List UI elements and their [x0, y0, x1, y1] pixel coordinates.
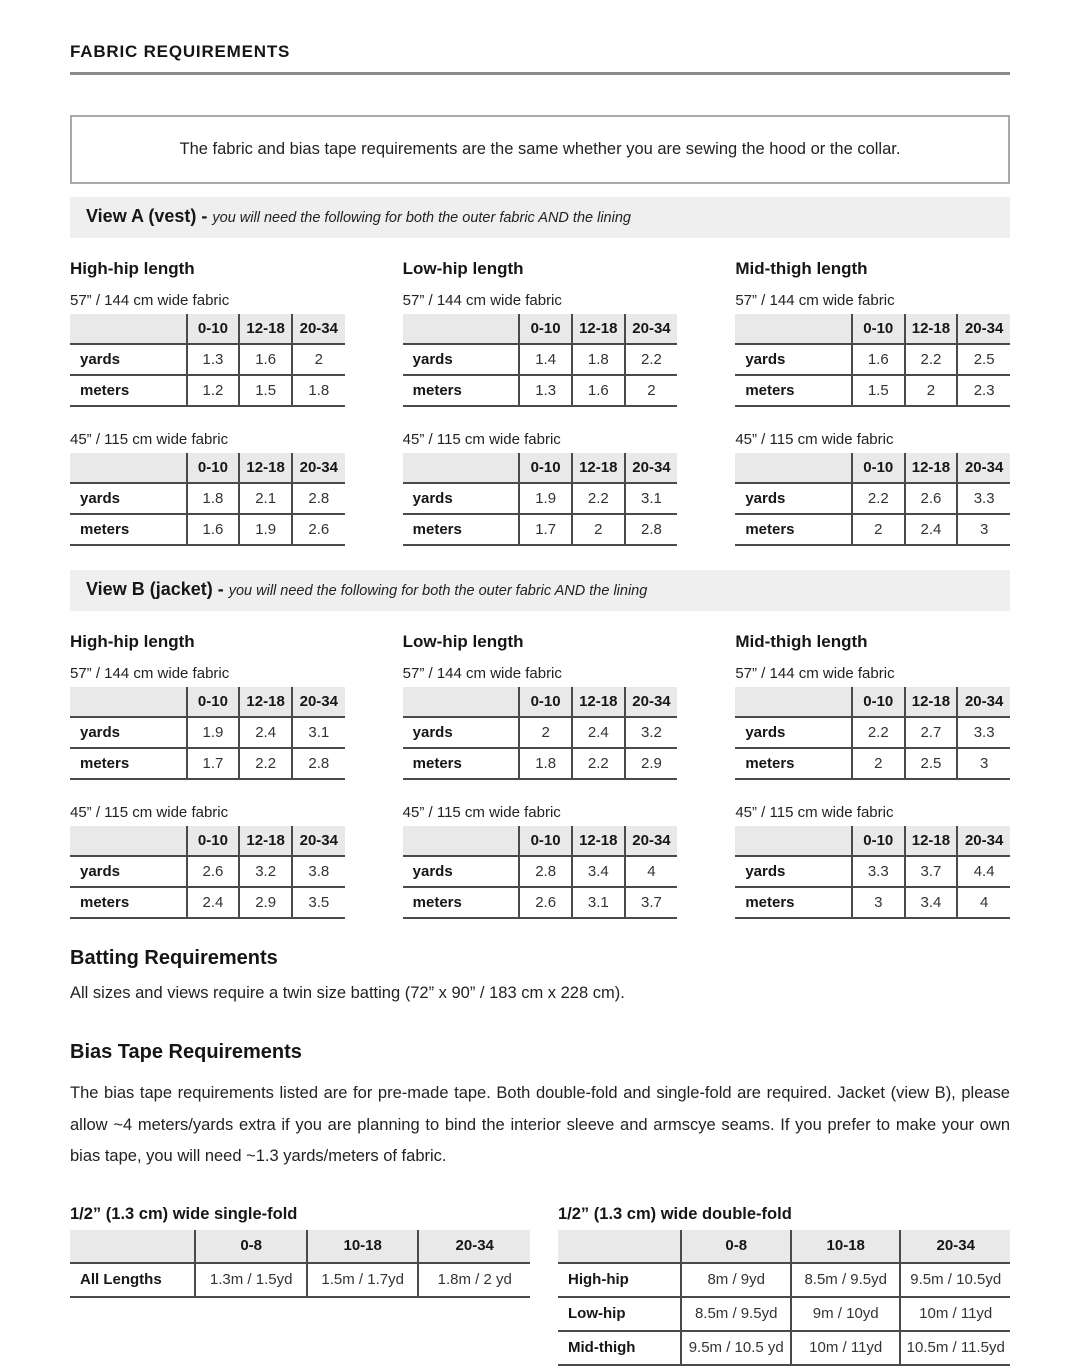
value-cell: 3.1: [292, 717, 345, 748]
size-header-cell: 12-18: [572, 453, 625, 483]
size-header-cell: 12-18: [239, 687, 292, 717]
header-row: [403, 687, 678, 717]
value-cell: 2.4: [572, 717, 625, 748]
value-cell: 1.3: [187, 344, 240, 375]
title-divider: [70, 72, 1010, 75]
table-row: [558, 1331, 1010, 1365]
view-header-view-b: [70, 570, 1010, 611]
size-header-cell: 0-10: [852, 453, 905, 483]
value-cell: 3.4: [572, 856, 625, 887]
size-header-cell: 20-34: [625, 453, 678, 483]
corner-cell: [403, 453, 520, 483]
value-cell: 2.2: [852, 483, 905, 514]
row-label: yards: [403, 483, 520, 514]
value-cell: 2.6: [905, 483, 958, 514]
length-title: High-hip length: [70, 259, 195, 278]
value-cell: 2: [852, 748, 905, 779]
value-cell: 3.3: [957, 483, 1010, 514]
value-cell: 3.3: [957, 717, 1010, 748]
value-cell: 3.7: [625, 887, 678, 918]
header-row: [403, 453, 678, 483]
size-header-cell: 12-18: [905, 687, 958, 717]
value-cell: 4: [625, 856, 678, 887]
table-row: [558, 1263, 1010, 1297]
row-label: meters: [70, 748, 187, 779]
value-cell: 2.8: [625, 514, 678, 545]
table-row: [70, 717, 345, 748]
header-row: [70, 453, 345, 483]
requirements-table: [70, 826, 345, 919]
size-header-cell: 12-18: [239, 826, 292, 856]
value-cell: 2.8: [519, 856, 572, 887]
table-row: [558, 1297, 1010, 1331]
bias-table-title: 1/2” (1.3 cm) wide single-fold: [70, 1204, 298, 1223]
value-cell: 2: [572, 514, 625, 545]
table-row: [735, 344, 1010, 375]
table-caption: 57” / 144 cm wide fabric: [402, 292, 562, 309]
size-header-cell: 0-10: [519, 826, 572, 856]
size-header-cell: 12-18: [905, 453, 958, 483]
size-header-cell: 0-10: [852, 826, 905, 856]
size-header-cell: 0-10: [187, 687, 240, 717]
bias-tape-heading: Bias Tape Requirements: [70, 1041, 302, 1063]
corner-cell: [70, 1230, 195, 1263]
value-cell: 1.8: [187, 483, 240, 514]
requirements-table: [403, 314, 678, 407]
row-label: meters: [70, 514, 187, 545]
table-row: [735, 514, 1010, 545]
requirements-table: [70, 314, 345, 407]
value-cell: 2: [905, 375, 958, 406]
size-header-cell: 20-34: [957, 453, 1010, 483]
size-header-cell: 12-18: [572, 314, 625, 344]
row-label: Low-hip: [558, 1297, 681, 1331]
value-cell: 3.2: [239, 856, 292, 887]
length-title: High-hip length: [70, 632, 195, 651]
requirements-table: [735, 687, 1010, 780]
view-section-view-a: [70, 197, 1010, 546]
size-header-cell: 20-34: [625, 826, 678, 856]
value-cell: 4: [957, 887, 1010, 918]
value-cell: 2: [292, 344, 345, 375]
value-cell: 2.5: [957, 344, 1010, 375]
corner-cell: [403, 826, 520, 856]
value-cell: 2.8: [292, 748, 345, 779]
table-row: [403, 375, 678, 406]
value-cell: 3.1: [572, 887, 625, 918]
value-cell: 2.9: [239, 887, 292, 918]
value-cell: 3: [957, 748, 1010, 779]
value-cell: 8m / 9yd: [681, 1263, 791, 1297]
value-cell: 2: [625, 375, 678, 406]
row-label: meters: [735, 887, 852, 918]
row-label: yards: [403, 344, 520, 375]
length-columns: [70, 611, 1010, 919]
value-cell: 1.3m / 1.5yd: [195, 1263, 307, 1297]
value-cell: 8.5m / 9.5yd: [791, 1263, 901, 1297]
requirements-table: [70, 687, 345, 780]
length-column: [735, 611, 1010, 919]
value-cell: 1.7: [519, 514, 572, 545]
table-row: [403, 514, 678, 545]
row-label: meters: [735, 748, 852, 779]
table-row: [735, 856, 1010, 887]
size-header-cell: 10-18: [791, 1230, 901, 1263]
size-header-cell: 0-10: [519, 453, 572, 483]
table-caption: 45” / 115 cm wide fabric: [70, 804, 229, 821]
table-row: [70, 856, 345, 887]
table-row: [403, 887, 678, 918]
table-row: [70, 1263, 530, 1297]
table-caption: 45” / 115 cm wide fabric: [735, 804, 894, 821]
corner-cell: [558, 1230, 681, 1263]
row-label: High-hip: [558, 1263, 681, 1297]
value-cell: 1.5: [852, 375, 905, 406]
requirements-table: [735, 826, 1010, 919]
table-row: [70, 748, 345, 779]
corner-cell: [735, 687, 852, 717]
batting-text: All sizes and views require a twin size batting (72” x 90” / 183 cm x 228 cm).: [70, 984, 625, 1002]
size-header-cell: 20-34: [957, 687, 1010, 717]
table-row: [403, 483, 678, 514]
value-cell: 2.2: [625, 344, 678, 375]
value-cell: 3.2: [625, 717, 678, 748]
table-row: [735, 748, 1010, 779]
value-cell: 1.6: [187, 514, 240, 545]
value-cell: 3.5: [292, 887, 345, 918]
value-cell: 3.3: [852, 856, 905, 887]
page-title: FABRIC REQUIREMENTS: [70, 42, 291, 61]
value-cell: 2: [852, 514, 905, 545]
requirements-table: [70, 453, 345, 546]
table-row: [403, 748, 678, 779]
row-label: meters: [403, 375, 520, 406]
row-label: yards: [403, 856, 520, 887]
value-cell: 2.4: [187, 887, 240, 918]
size-header-cell: 12-18: [572, 687, 625, 717]
table-row: [70, 375, 345, 406]
length-column: [735, 238, 1010, 546]
value-cell: 2.2: [239, 748, 292, 779]
value-cell: 2: [519, 717, 572, 748]
value-cell: 2.1: [239, 483, 292, 514]
size-header-cell: 12-18: [239, 314, 292, 344]
value-cell: 2.7: [905, 717, 958, 748]
value-cell: 1.9: [187, 717, 240, 748]
value-cell: 10m / 11yd: [900, 1297, 1010, 1331]
length-column: [403, 238, 678, 546]
size-header-cell: 20-34: [418, 1230, 530, 1263]
header-row: [70, 826, 345, 856]
header-row: [403, 826, 678, 856]
size-header-cell: 0-10: [187, 314, 240, 344]
size-header-cell: 10-18: [307, 1230, 419, 1263]
table-row: [403, 344, 678, 375]
value-cell: 2.6: [519, 887, 572, 918]
size-header-cell: 0-8: [195, 1230, 307, 1263]
table-row: [403, 856, 678, 887]
table-caption: 57” / 144 cm wide fabric: [70, 292, 230, 309]
row-label: yards: [735, 717, 852, 748]
row-label: yards: [70, 717, 187, 748]
row-label: meters: [403, 514, 520, 545]
row-label: yards: [70, 483, 187, 514]
value-cell: 10.5m / 11.5yd: [900, 1331, 1010, 1365]
value-cell: 4.4: [957, 856, 1010, 887]
size-header-cell: 20-34: [292, 314, 345, 344]
value-cell: 3.4: [905, 887, 958, 918]
row-label: meters: [70, 375, 187, 406]
value-cell: 1.5: [239, 375, 292, 406]
header-row: [403, 314, 678, 344]
bias-table-double-fold: [558, 1205, 1010, 1366]
corner-cell: [70, 826, 187, 856]
value-cell: 2.5: [905, 748, 958, 779]
row-label: yards: [735, 483, 852, 514]
corner-cell: [735, 826, 852, 856]
row-label: meters: [403, 887, 520, 918]
table-caption: 57” / 144 cm wide fabric: [735, 292, 895, 309]
row-label: meters: [403, 748, 520, 779]
value-cell: 9.5m / 10.5yd: [900, 1263, 1010, 1297]
length-title: Low-hip length: [402, 259, 524, 278]
value-cell: 1.6: [239, 344, 292, 375]
table-caption: 57” / 144 cm wide fabric: [70, 665, 230, 682]
table-caption: 45” / 115 cm wide fabric: [402, 431, 561, 448]
size-header-cell: 20-34: [625, 314, 678, 344]
row-label: yards: [70, 344, 187, 375]
value-cell: 2.2: [905, 344, 958, 375]
size-header-cell: 0-10: [519, 314, 572, 344]
value-cell: 2.8: [292, 483, 345, 514]
size-header-cell: 0-10: [187, 453, 240, 483]
value-cell: 1.9: [239, 514, 292, 545]
value-cell: 3: [852, 887, 905, 918]
header-row: [70, 687, 345, 717]
view-subtitle: you will need the following for both the outer fabric AND the lining: [212, 210, 631, 226]
size-header-cell: 12-18: [905, 314, 958, 344]
value-cell: 1.8: [519, 748, 572, 779]
table-row: [70, 344, 345, 375]
value-cell: 2.6: [292, 514, 345, 545]
bias-table-single-fold: [70, 1205, 530, 1366]
header-row: [70, 314, 345, 344]
table-row: [735, 483, 1010, 514]
value-cell: 2.9: [625, 748, 678, 779]
row-label: meters: [735, 514, 852, 545]
size-header-cell: 20-34: [292, 687, 345, 717]
size-header-cell: 20-34: [957, 314, 1010, 344]
notice-box: [70, 115, 1010, 184]
requirements-table: [70, 1230, 530, 1298]
size-header-cell: 0-10: [187, 826, 240, 856]
bias-table-title: 1/2” (1.3 cm) wide double-fold: [558, 1204, 792, 1223]
corner-cell: [403, 314, 520, 344]
value-cell: 9m / 10yd: [791, 1297, 901, 1331]
value-cell: 2.4: [239, 717, 292, 748]
table-row: [735, 717, 1010, 748]
view-subtitle: you will need the following for both the outer fabric AND the lining: [228, 583, 648, 599]
row-label: yards: [735, 856, 852, 887]
row-label: yards: [70, 856, 187, 887]
value-cell: 1.9: [519, 483, 572, 514]
value-cell: 2.3: [957, 375, 1010, 406]
value-cell: 1.6: [572, 375, 625, 406]
views: [70, 197, 1010, 919]
value-cell: 3.8: [292, 856, 345, 887]
view-section-view-b: [70, 570, 1010, 919]
length-column: [403, 611, 678, 919]
table-caption: 57” / 144 cm wide fabric: [402, 665, 562, 682]
size-header-cell: 12-18: [905, 826, 958, 856]
value-cell: 2.4: [905, 514, 958, 545]
notice-text: The fabric and bias tape requirements are the same whether you are sewing the hood or the collar.: [179, 140, 901, 158]
view-title: View B (jacket) -: [86, 579, 229, 599]
value-cell: 3.7: [905, 856, 958, 887]
size-header-cell: 0-8: [681, 1230, 791, 1263]
value-cell: 1.6: [852, 344, 905, 375]
value-cell: 1.3: [519, 375, 572, 406]
length-title: Mid-thigh length: [735, 632, 868, 651]
table-row: [70, 887, 345, 918]
header-row: [70, 1230, 530, 1263]
corner-cell: [70, 314, 187, 344]
size-header-cell: 0-10: [852, 687, 905, 717]
requirements-table: [403, 826, 678, 919]
corner-cell: [735, 453, 852, 483]
length-title: Low-hip length: [402, 632, 524, 651]
row-label: meters: [70, 887, 187, 918]
corner-cell: [70, 687, 187, 717]
table-row: [403, 717, 678, 748]
corner-cell: [735, 314, 852, 344]
value-cell: 1.4: [519, 344, 572, 375]
bias-tape-text: The bias tape requirements listed are for pre-made tape. Both double-fold and single-fold are required. Jacket (view B), please allow ~4 meters/yards extra if you are planning to bind the interior sleeve and armscye seams. If you prefer to make your own bias tape, you will need ~1.3 yards/meters of fabric.: [70, 1084, 1010, 1165]
value-cell: 1.2: [187, 375, 240, 406]
header-row: [735, 687, 1010, 717]
table-row: [735, 887, 1010, 918]
size-header-cell: 12-18: [572, 826, 625, 856]
length-columns: [70, 238, 1010, 546]
value-cell: 10m / 11yd: [791, 1331, 901, 1365]
row-label: All Lengths: [70, 1263, 195, 1297]
value-cell: 1.7: [187, 748, 240, 779]
value-cell: 1.5m / 1.7yd: [307, 1263, 419, 1297]
row-label: Mid-thigh: [558, 1331, 681, 1365]
size-header-cell: 0-10: [852, 314, 905, 344]
corner-cell: [70, 453, 187, 483]
table-row: [70, 483, 345, 514]
header-row: [735, 453, 1010, 483]
value-cell: 1.8m / 2 yd: [418, 1263, 530, 1297]
size-header-cell: 12-18: [239, 453, 292, 483]
value-cell: 3.1: [625, 483, 678, 514]
size-header-cell: 20-34: [957, 826, 1010, 856]
value-cell: 2.6: [187, 856, 240, 887]
value-cell: 2.2: [572, 483, 625, 514]
header-row: [735, 314, 1010, 344]
value-cell: 9.5m / 10.5 yd: [681, 1331, 791, 1365]
length-column: [70, 238, 345, 546]
table-caption: 45” / 115 cm wide fabric: [402, 804, 561, 821]
requirements-table: [735, 314, 1010, 407]
row-label: yards: [403, 717, 520, 748]
row-label: yards: [735, 344, 852, 375]
header-row: [558, 1230, 1010, 1263]
value-cell: 2.2: [572, 748, 625, 779]
table-row: [70, 514, 345, 545]
requirements-table: [558, 1230, 1010, 1366]
requirements-table: [403, 453, 678, 546]
table-caption: 45” / 115 cm wide fabric: [735, 431, 894, 448]
size-header-cell: 20-34: [900, 1230, 1010, 1263]
view-title: View A (vest) -: [86, 206, 213, 226]
corner-cell: [403, 687, 520, 717]
view-header-view-a: [70, 197, 1010, 238]
value-cell: 8.5m / 9.5yd: [681, 1297, 791, 1331]
size-header-cell: 20-34: [625, 687, 678, 717]
table-caption: 45” / 115 cm wide fabric: [70, 431, 229, 448]
value-cell: 3: [957, 514, 1010, 545]
length-column: [70, 611, 345, 919]
size-header-cell: 20-34: [292, 826, 345, 856]
requirements-table: [735, 453, 1010, 546]
size-header-cell: 0-10: [519, 687, 572, 717]
batting-heading: Batting Requirements: [70, 947, 278, 969]
size-header-cell: 20-34: [292, 453, 345, 483]
table-caption: 57” / 144 cm wide fabric: [735, 665, 895, 682]
bias-tables: [70, 1205, 1010, 1366]
header-row: [735, 826, 1010, 856]
value-cell: 1.8: [292, 375, 345, 406]
value-cell: 1.8: [572, 344, 625, 375]
length-title: Mid-thigh length: [735, 259, 868, 278]
row-label: meters: [735, 375, 852, 406]
table-row: [735, 375, 1010, 406]
requirements-table: [403, 687, 678, 780]
value-cell: 2.2: [852, 717, 905, 748]
